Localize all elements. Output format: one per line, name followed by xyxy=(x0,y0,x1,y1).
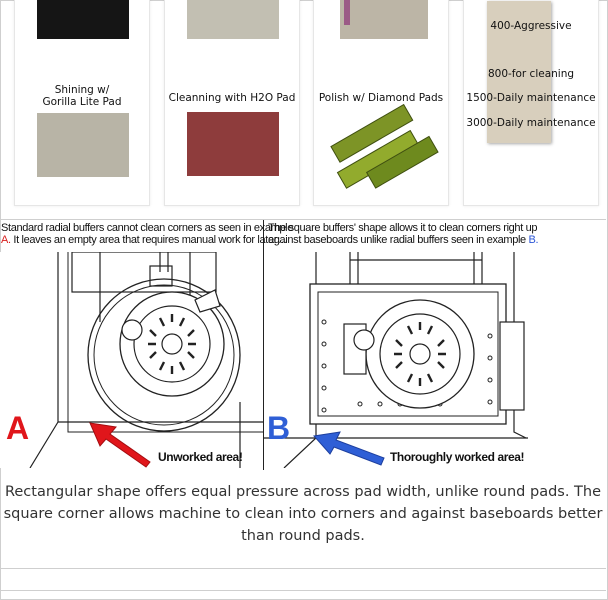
caption-line: It leaves an empty area that requires manual work for later… xyxy=(10,234,288,246)
pad-title: Cleanning with H2O Pad xyxy=(168,92,296,104)
h2o-pad-image xyxy=(187,112,279,176)
caption-line: Standard radial buffers cannot clean corners as seen in example xyxy=(1,222,294,234)
caption-radial xyxy=(1,222,293,246)
pad-title: Polish w/ Diamond Pads xyxy=(318,92,444,104)
diamond-pad-top-image xyxy=(340,0,428,39)
radial-buffer-illustration xyxy=(0,252,263,468)
pad-card-gorilla-lite[interactable] xyxy=(14,0,150,206)
pad-card-grades[interactable] xyxy=(463,0,599,206)
label-b: B xyxy=(267,410,291,446)
pad-card-h2o[interactable] xyxy=(164,0,300,206)
section-divider xyxy=(0,219,606,220)
section-divider xyxy=(0,590,606,591)
grade-400: 400-Aggressive xyxy=(490,20,572,32)
caption-square xyxy=(268,222,538,246)
pad-tag-icon xyxy=(344,0,350,25)
caption-line: The square buffers' shape allows it to clean corners right up xyxy=(268,222,538,234)
shape-description: Rectangular shape offers equal pressure across pad width, unlike round pads. The square corner allows machine to clean into corners and against baseboards better than round pads. xyxy=(3,484,603,544)
grade-1500: 1500-Daily maintenance xyxy=(466,92,596,104)
black-pad-image xyxy=(37,0,129,39)
grey-pad-image xyxy=(187,0,279,39)
section-divider xyxy=(0,568,606,569)
caption-letter-b: B. xyxy=(528,234,539,246)
grade-3000: 3000-Daily maintenance xyxy=(466,117,596,129)
pad-card-diamond[interactable] xyxy=(313,0,449,206)
grade-800: 800-for cleaning xyxy=(487,68,575,80)
label-a: A xyxy=(6,410,30,446)
square-buffer-drawing xyxy=(264,252,528,468)
callout-unworked: Unworked area! xyxy=(158,450,243,464)
caption-line: against baseboards unlike radial buffers seen in example xyxy=(268,234,529,246)
caption-letter-a: A. xyxy=(1,234,11,246)
gorilla-lite-pad-image xyxy=(37,113,129,177)
square-buffer-illustration xyxy=(264,252,528,468)
diamond-pads-image xyxy=(322,101,442,193)
pad-title: Shining w/ Gorilla Lite Pad xyxy=(42,84,122,108)
radial-buffer-drawing xyxy=(0,252,263,468)
callout-thoroughly-worked: Thoroughly worked area! xyxy=(390,450,525,464)
